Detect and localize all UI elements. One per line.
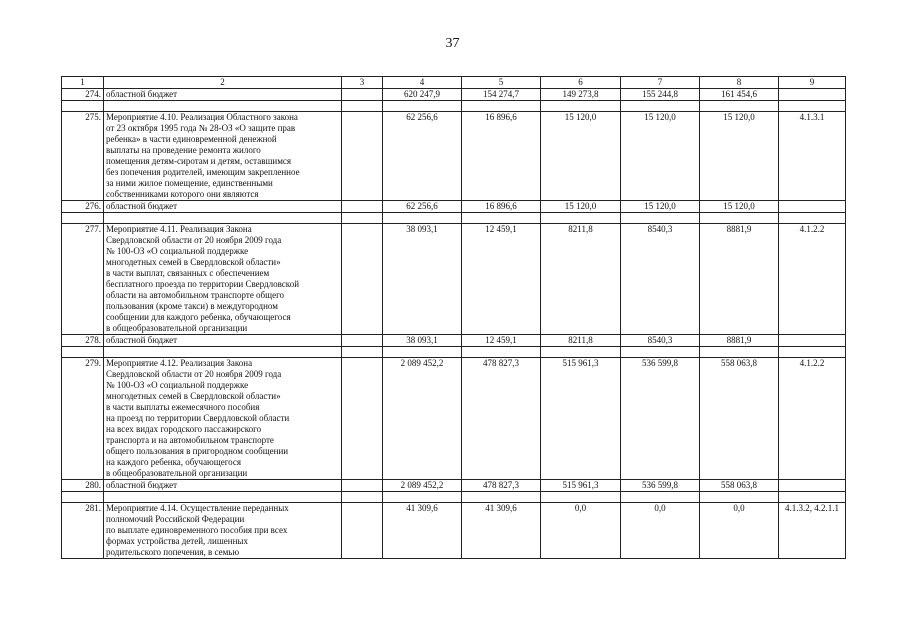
row-target-code (779, 89, 846, 101)
row-year3: 15 120,0 (621, 201, 700, 213)
row-year2: 149 273,8 (541, 89, 621, 101)
row-col3 (342, 112, 383, 201)
column-header: 1 (62, 77, 104, 89)
table-row (62, 224, 846, 335)
row-col3 (342, 201, 383, 213)
row-year3: 8540,3 (621, 224, 700, 335)
row-year2: 515 961,3 (541, 480, 621, 492)
row-year4: 161 454,6 (700, 89, 779, 101)
column-header: 7 (621, 77, 700, 89)
row-description: областной бюджет (104, 480, 342, 492)
row-total: 2 089 452,2 (383, 358, 462, 480)
row-total: 2 089 452,2 (383, 480, 462, 492)
row-year1: 12 459,1 (462, 224, 541, 335)
row-number: 280. (62, 480, 104, 492)
table-row (62, 201, 846, 213)
row-year2: 15 120,0 (541, 112, 621, 201)
row-year3: 536 599,8 (621, 358, 700, 480)
column-header: 2 (104, 77, 342, 89)
table-row (62, 89, 846, 101)
row-target-code (779, 480, 846, 492)
row-number: 274. (62, 89, 104, 101)
row-number: 279. (62, 358, 104, 480)
row-total: 620 247,9 (383, 89, 462, 101)
row-number: 281. (62, 503, 104, 559)
row-number: 276. (62, 201, 104, 213)
row-year2: 0,0 (541, 503, 621, 559)
table-row (62, 358, 846, 480)
page-number: 37 (445, 36, 460, 51)
row-target-code: 4.1.3.2, 4.2.1.1 (779, 503, 846, 559)
row-total: 38 093,1 (383, 224, 462, 335)
row-target-code: 4.1.3.1 (779, 112, 846, 201)
row-year4: 15 120,0 (700, 201, 779, 213)
row-description: областной бюджет (104, 89, 342, 101)
row-year1: 154 274,7 (462, 89, 541, 101)
row-total: 38 093,1 (383, 335, 462, 347)
row-description: Мероприятие 4.11. Реализация Закона Свердловской области от 20 ноября 2009 года № 100-ОЗ «О социальной поддержке многодетных семей в Свердловской области» в части выплат, связанных с обеспечением бесплатного проезда по территории Свердловской области на автомобильном транспорте общего пользования (кроме такси) в междугородном сообщении для каждого ребенка, обучающегося в общеобразовательной организации (104, 224, 342, 335)
row-col3 (342, 480, 383, 492)
row-year3: 8540,3 (621, 335, 700, 347)
column-header: 8 (700, 77, 779, 89)
table-row (62, 480, 846, 492)
row-col3 (342, 358, 383, 480)
row-number: 278. (62, 335, 104, 347)
row-total: 62 256,6 (383, 201, 462, 213)
column-header: 6 (541, 77, 621, 89)
row-col3 (342, 89, 383, 101)
row-year3: 0,0 (621, 503, 700, 559)
row-description: Мероприятие 4.14. Осуществление переданных полномочий Российской Федерации по выплате единовременного пособия при всех формах устройства детей, лишенных родительского попечения, в семью (104, 503, 342, 559)
row-total: 62 256,6 (383, 112, 462, 201)
budget-table (61, 76, 846, 559)
row-description: Мероприятие 4.12. Реализация Закона Свердловской области от 20 ноября 2009 года № 100-ОЗ «О социальной поддержке многодетных семей в Свердловской области» в части выплаты ежемесячного пособия на проезд по территории Свердловской области на всех видах городского пассажирского транспорта и на автомобильном транспорте общего пользования в пригородном сообщении на каждого ребенка, обучающегося в общеобразовательной организации (104, 358, 342, 480)
row-year2: 515 961,3 (541, 358, 621, 480)
row-spacer (62, 101, 846, 112)
row-number: 277. (62, 224, 104, 335)
row-target-code: 4.1.2.2 (779, 224, 846, 335)
row-year2: 8211,8 (541, 335, 621, 347)
row-col3 (342, 503, 383, 559)
row-target-code (779, 335, 846, 347)
column-header: 3 (342, 77, 383, 89)
row-year3: 536 599,8 (621, 480, 700, 492)
row-year2: 8211,8 (541, 224, 621, 335)
row-spacer (62, 492, 846, 503)
row-col3 (342, 335, 383, 347)
row-description: областной бюджет (104, 335, 342, 347)
row-spacer (62, 347, 846, 358)
row-number: 275. (62, 112, 104, 201)
table-row (62, 335, 846, 347)
column-header: 4 (383, 77, 462, 89)
row-year4: 15 120,0 (700, 112, 779, 201)
row-year4: 558 063,8 (700, 358, 779, 480)
row-year4: 0,0 (700, 503, 779, 559)
column-header: 5 (462, 77, 541, 89)
row-spacer (62, 213, 846, 224)
row-year1: 478 827,3 (462, 358, 541, 480)
row-year3: 15 120,0 (621, 112, 700, 201)
row-year1: 41 309,6 (462, 503, 541, 559)
table-row (62, 503, 846, 559)
table-row (62, 112, 846, 201)
row-year4: 558 063,8 (700, 480, 779, 492)
column-header: 9 (779, 77, 846, 89)
row-year3: 155 244,8 (621, 89, 700, 101)
row-description: областной бюджет (104, 201, 342, 213)
row-description: Мероприятие 4.10. Реализация Областного закона от 23 октября 1995 года № 28-ОЗ «О защите прав ребенка» в части единовременной денежной выплаты на проведение ремонта жилого помещения детям-сиротам и детям, оставшимся без попечения родителей, имеющим закрепленное за ними жилое помещение, единственными собственниками которого они являются (104, 112, 342, 201)
row-year1: 16 896,6 (462, 201, 541, 213)
row-target-code: 4.1.2.2 (779, 358, 846, 480)
row-year4: 8881,9 (700, 224, 779, 335)
row-year1: 12 459,1 (462, 335, 541, 347)
row-total: 41 309,6 (383, 503, 462, 559)
row-target-code (779, 201, 846, 213)
row-col3 (342, 224, 383, 335)
row-year2: 15 120,0 (541, 201, 621, 213)
row-year1: 478 827,3 (462, 480, 541, 492)
row-year1: 16 896,6 (462, 112, 541, 201)
row-year4: 8881,9 (700, 335, 779, 347)
column-number-row (62, 77, 846, 89)
